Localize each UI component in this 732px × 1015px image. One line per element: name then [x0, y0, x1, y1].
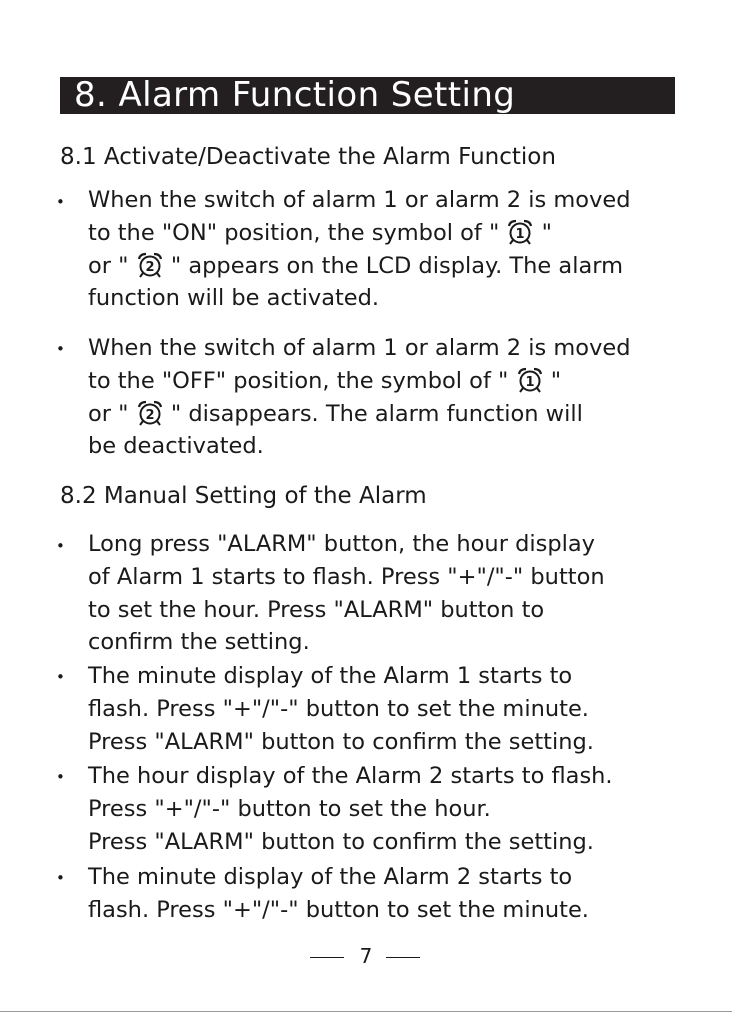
section-heading-8-2: 8.2 Manual Setting of the Alarm: [60, 483, 427, 509]
text-line: function will be activated.: [88, 285, 380, 312]
text-line: [88, 365, 680, 398]
svg-text:1: 1: [525, 374, 535, 390]
text-fragment: to the ": [88, 367, 173, 394]
text-line: flash. Press "+"/"-" button to set the minute.: [88, 896, 589, 923]
alarm-2-icon: [136, 252, 164, 278]
text-line: When the switch of alarm 1 or alarm 2 is moved: [88, 335, 631, 361]
text-line: Press "ALARM" button to confirm the setting.: [88, 828, 594, 855]
text-line: When the switch of alarm 1 or alarm 2 is moved: [88, 187, 631, 213]
svg-text:2: 2: [145, 259, 155, 275]
text-line: The minute display of the Alarm 2 starts to: [88, 864, 573, 890]
page-bottom-edge: [0, 1011, 732, 1012]
text-fragment: or ": [88, 252, 129, 279]
text-fragment: or ": [88, 400, 129, 427]
bullet: •: [56, 869, 65, 887]
text-line: Long press "ALARM" button, the hour display: [88, 531, 595, 557]
text-line: be deactivated.: [88, 433, 264, 460]
page-title: 8. Alarm Function Setting: [60, 77, 675, 114]
alarm-1-icon: [506, 219, 534, 245]
paragraph-alarm2-hour: [88, 760, 680, 858]
paragraph-activate: [88, 184, 680, 315]
footer-rule-right: [386, 957, 420, 958]
text-line: The hour display of the Alarm 2 starts to flash.: [88, 763, 613, 789]
text-line: Press "+"/"-" button to set the hour.: [88, 795, 491, 822]
footer-rule-left: [310, 957, 344, 958]
svg-text:1: 1: [515, 226, 526, 242]
text-line: [88, 398, 680, 431]
paragraph-alarm1-hour: [88, 528, 680, 659]
bullet: •: [56, 193, 65, 211]
text-line: confirm the setting.: [88, 629, 310, 656]
text-line: [88, 217, 680, 250]
alarm-1-icon: [516, 367, 544, 393]
bullet: •: [56, 668, 65, 686]
svg-text:2: 2: [145, 407, 155, 423]
page-number: 7: [359, 944, 373, 968]
text-fragment: ": [550, 367, 562, 394]
text-fragment: " position, the symbol of ": [215, 367, 509, 394]
text-line: to set the hour. Press "ALARM" button to: [88, 596, 545, 623]
text-line: The minute display of the Alarm 1 starts to: [88, 663, 573, 689]
text-fragment: " position, the symbol of ": [206, 219, 500, 246]
text-fragment: to the ": [88, 219, 173, 246]
paragraph-deactivate: [88, 332, 680, 463]
text-line: [88, 250, 680, 283]
bullet: •: [56, 768, 65, 786]
text-line: of Alarm 1 starts to flash. Press "+"/"-" button: [88, 563, 605, 590]
text-fragment: " appears on the LCD display. The alarm: [170, 252, 624, 279]
text-line: flash. Press "+"/"-" button to set the minute.: [88, 695, 589, 722]
text-fragment: ": [541, 219, 552, 246]
text-fragment: " disappears. The alarm function will: [170, 400, 583, 427]
paragraph-alarm1-minute: [88, 660, 680, 758]
text-line: Press "ALARM" button to confirm the setting.: [88, 728, 594, 755]
on-label: ON: [172, 219, 207, 246]
bullet: •: [56, 340, 65, 358]
off-label: OFF: [172, 367, 216, 394]
bullet: •: [56, 537, 65, 555]
paragraph-alarm2-minute: [88, 861, 680, 927]
alarm-2-icon: [136, 400, 164, 426]
section-heading-8-1: 8.1 Activate/Deactivate the Alarm Function: [60, 144, 556, 170]
